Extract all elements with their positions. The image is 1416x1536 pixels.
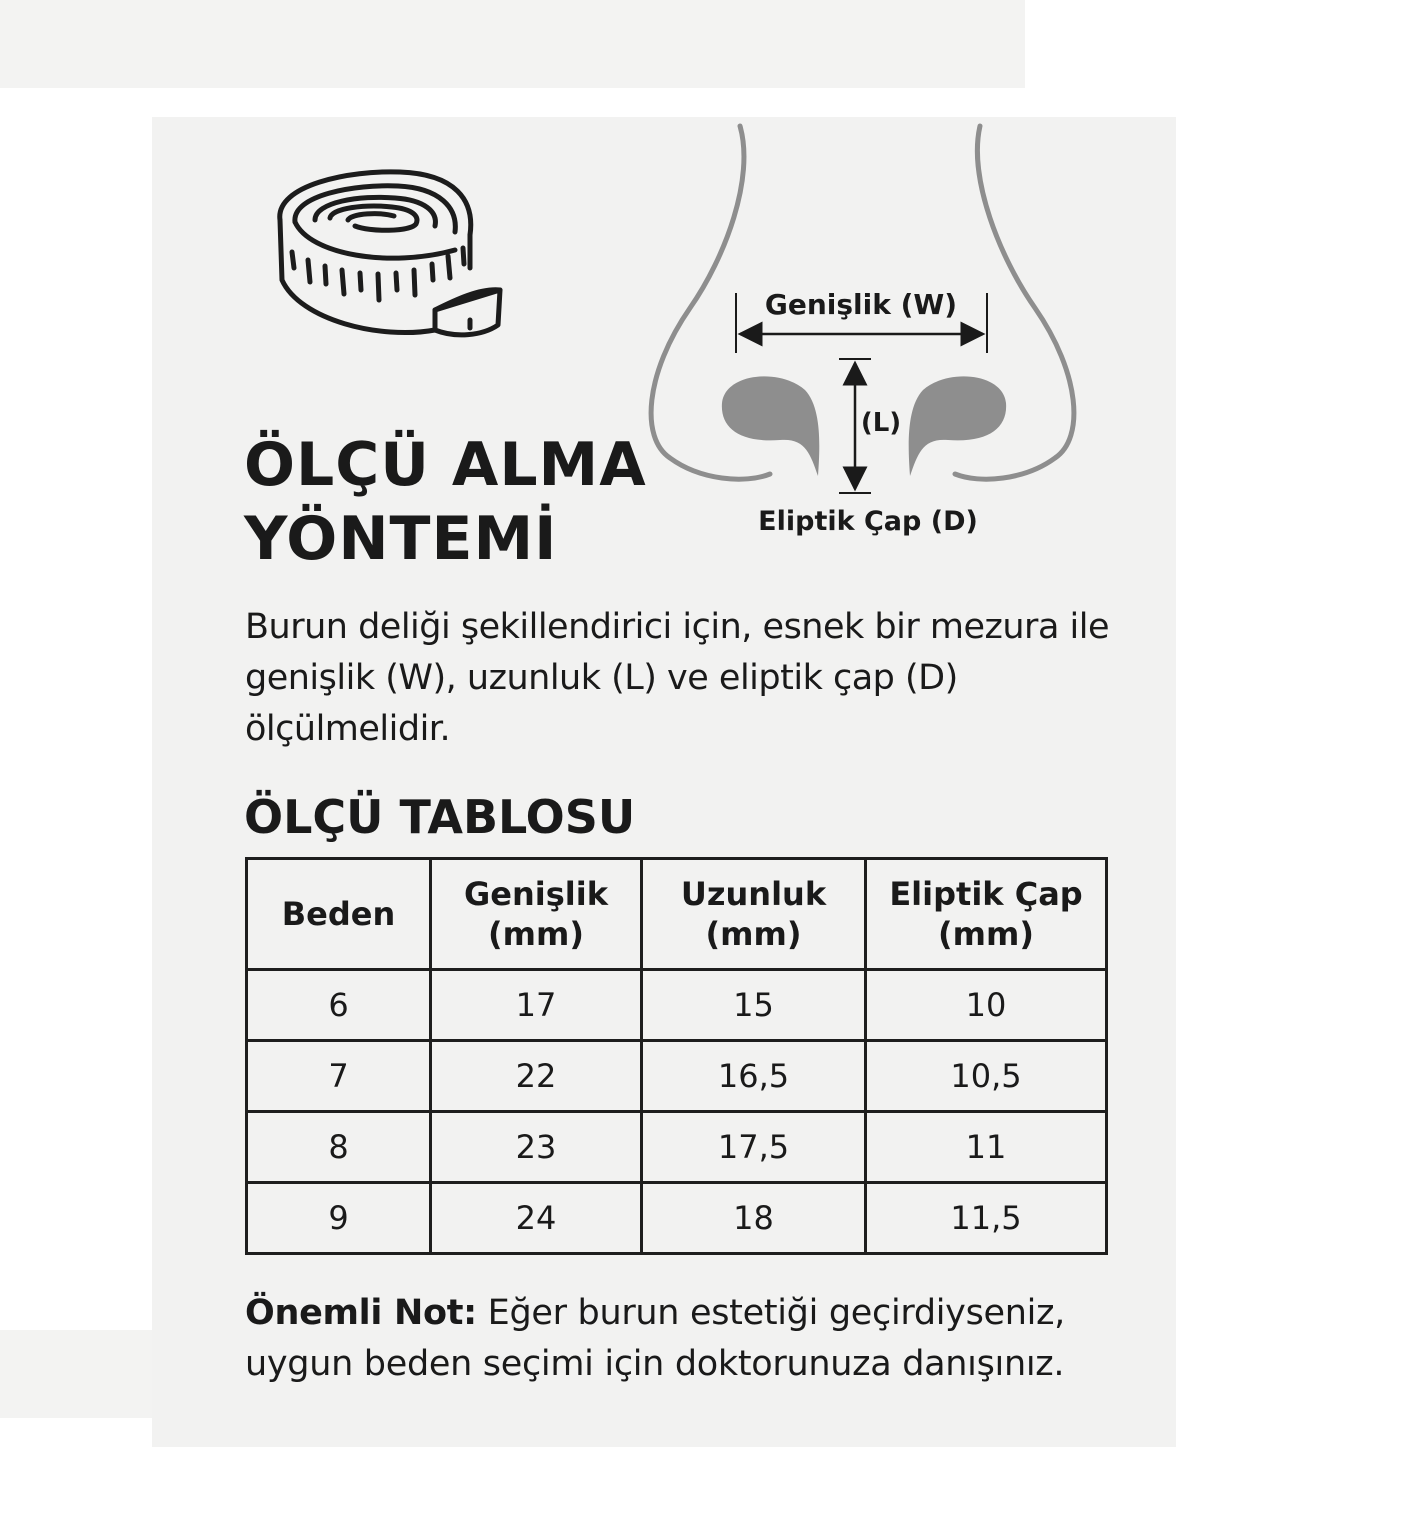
note-text: Eğer burun estetiği geçirdiyseniz, uygun beden seçimi için doktorunuza danışınız. [245,1293,1065,1384]
table-row [247,970,1107,1041]
measuring-tape-icon [270,160,510,360]
table-row [247,1041,1107,1112]
table-row [247,1183,1107,1254]
cell-width: 24 [431,1183,642,1254]
header-length: Uzunluk (mm) [642,859,866,970]
title-line-1: ÖLÇÜ ALMA [244,430,647,500]
note-label: Önemli Not: [245,1293,477,1333]
cell-diameter: 11,5 [866,1183,1107,1254]
cell-diameter: 11 [866,1112,1107,1183]
cell-size: 9 [247,1183,431,1254]
cell-width: 22 [431,1041,642,1112]
cell-length: 18 [642,1183,866,1254]
size-table [245,857,1108,1255]
table-row [247,1112,1107,1183]
diameter-label: Eliptik Çap (D) [758,506,978,537]
page-title [244,428,664,576]
nostril-left [722,376,819,476]
cell-diameter: 10,5 [866,1041,1107,1112]
cell-length: 16,5 [642,1041,866,1112]
header-width: Genişlik (mm) [431,859,642,970]
size-table-title: ÖLÇÜ TABLOSU [244,790,636,844]
nostril-right [909,376,1006,476]
width-label: Genişlik (W) [764,288,958,321]
title-line-2: YÖNTEMİ [244,504,558,574]
table-header-row [247,859,1107,970]
cell-length: 17,5 [642,1112,866,1183]
cell-size: 6 [247,970,431,1041]
important-note [245,1288,1145,1390]
cell-width: 23 [431,1112,642,1183]
cell-size: 8 [247,1112,431,1183]
cell-diameter: 10 [866,970,1107,1041]
cell-width: 17 [431,970,642,1041]
length-label: (L) [860,408,902,438]
description-text: Burun deliği şekillendirici için, esnek bir mezura ile genişlik (W), uzunluk (L) ve eliptik çap (D) ölçülmelidir. [245,607,1109,749]
header-size: Beden [247,859,431,970]
header-diameter: Eliptik Çap (mm) [866,859,1107,970]
nose-diagram [630,118,1100,548]
background-strip-left [0,1330,152,1418]
background-strip-top [0,0,1025,88]
cell-size: 7 [247,1041,431,1112]
cell-length: 15 [642,970,866,1041]
